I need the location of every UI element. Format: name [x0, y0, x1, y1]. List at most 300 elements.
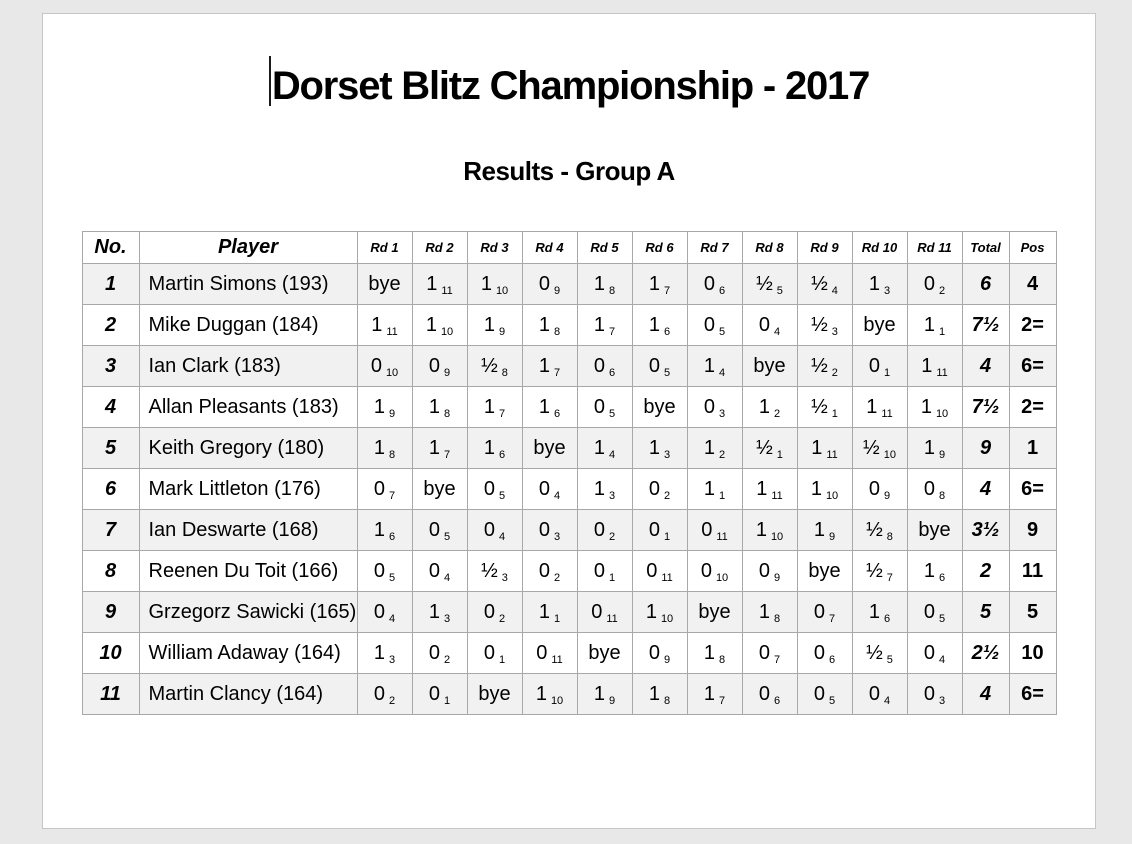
result-opponent-number: 1: [884, 366, 891, 379]
cell-round-result: [357, 305, 412, 346]
result-opponent-number: 3: [939, 694, 946, 707]
table-row: [82, 305, 1056, 346]
cell-round-result: [412, 592, 467, 633]
cell-round-result: [742, 510, 797, 551]
table-body: [82, 264, 1056, 715]
result-score: 1: [483, 436, 495, 459]
cell-player-number: 1: [82, 264, 139, 305]
cell-round-result: [357, 264, 412, 305]
result-score: ½: [811, 395, 828, 418]
result-opponent-number: 1: [939, 325, 946, 338]
result-opponent-number: 9: [609, 694, 616, 707]
cell-round-result: [412, 551, 467, 592]
result-opponent-number: 5: [719, 325, 726, 338]
cell-round-result: [687, 264, 742, 305]
result-score: 0: [648, 354, 660, 377]
cell-round-result: [687, 387, 742, 428]
result-opponent-number: 2: [831, 366, 838, 379]
result-opponent-number: 4: [609, 448, 616, 461]
result-score: ½: [811, 354, 828, 377]
cell-total-score: 2: [962, 551, 1009, 592]
result-opponent-number: 2: [554, 571, 561, 584]
result-opponent-number: 5: [664, 366, 671, 379]
cell-round-result: [852, 510, 907, 551]
result-opponent-number: 6: [719, 284, 726, 297]
result-score: 1: [868, 272, 880, 295]
result-score: 1: [756, 477, 768, 500]
cell-round-result: [632, 551, 687, 592]
result-score: 1: [538, 395, 550, 418]
cell-final-position: 4: [1009, 264, 1056, 305]
cell-round-result: [632, 346, 687, 387]
cell-round-result: [687, 510, 742, 551]
cell-round-result: [577, 346, 632, 387]
cell-round-result: [522, 510, 577, 551]
result-score: 1: [373, 641, 385, 664]
result-score: ½: [863, 436, 880, 459]
cell-round-result: [852, 592, 907, 633]
result-opponent-number: 3: [719, 407, 726, 420]
cell-total-score: 7½: [962, 305, 1009, 346]
cell-round-result: [687, 592, 742, 633]
cell-round-result: [357, 387, 412, 428]
cell-player-name: Martin Simons (193): [139, 264, 357, 305]
result-opponent-number: 9: [884, 489, 891, 502]
result-opponent-number: 3: [884, 284, 891, 297]
result-score: 0: [648, 518, 660, 541]
result-opponent-number: 11: [771, 489, 783, 502]
result-opponent-number: 6: [609, 366, 616, 379]
result-score: 1: [755, 518, 767, 541]
result-score: 0: [538, 559, 550, 582]
table-row: [82, 469, 1056, 510]
result-opponent-number: 2: [444, 653, 451, 666]
cell-round-result: [742, 469, 797, 510]
result-score: 1: [593, 313, 605, 336]
result-score: 0: [923, 641, 935, 664]
result-score: 0: [428, 559, 440, 582]
cell-round-result: [907, 264, 962, 305]
cell-total-score: 3½: [962, 510, 1009, 551]
cell-round-result: [742, 551, 797, 592]
cell-round-result: [797, 264, 852, 305]
cell-round-result: [467, 428, 522, 469]
cell-round-result: [797, 674, 852, 715]
column-header-rd4: Rd 4: [522, 232, 577, 264]
result-opponent-number: 9: [774, 571, 781, 584]
result-score: 1: [758, 600, 770, 623]
result-opponent-number: 1: [719, 489, 726, 502]
result-opponent-number: 2: [939, 284, 946, 297]
cell-round-result: [907, 346, 962, 387]
cell-round-result: [577, 428, 632, 469]
result-opponent-number: 8: [501, 366, 508, 379]
result-opponent-number: 2: [664, 489, 671, 502]
cell-round-result: [632, 510, 687, 551]
result-score: 0: [758, 559, 770, 582]
result-opponent-number: 4: [389, 612, 396, 625]
result-score: 1: [813, 518, 825, 541]
result-opponent-number: 9: [829, 530, 836, 543]
cell-round-result: [632, 633, 687, 674]
result-opponent-number: 10: [935, 407, 949, 420]
document-title: [43, 56, 1095, 109]
result-opponent-number: 10: [550, 694, 564, 707]
result-score: 1: [371, 313, 383, 336]
cell-final-position: 6=: [1009, 346, 1056, 387]
result-score: 1: [923, 436, 935, 459]
result-opponent-number: 7: [774, 653, 781, 666]
result-score: ½: [866, 559, 883, 582]
result-opponent-number: 1: [554, 612, 561, 625]
cell-player-number: 8: [82, 551, 139, 592]
cell-round-result: [412, 346, 467, 387]
result-score: 0: [370, 354, 382, 377]
result-opponent-number: 11: [661, 571, 673, 584]
result-score: 1: [703, 682, 715, 705]
cell-final-position: 2=: [1009, 305, 1056, 346]
result-opponent-number: 7: [719, 694, 726, 707]
cell-final-position: 10: [1009, 633, 1056, 674]
cell-total-score: 4: [962, 674, 1009, 715]
result-opponent-number: 8: [719, 653, 726, 666]
cell-round-result: [687, 346, 742, 387]
result-opponent-number: 1: [831, 407, 838, 420]
cell-round-result: [852, 428, 907, 469]
result-opponent-number: 3: [501, 571, 508, 584]
column-header-rd9: Rd 9: [797, 232, 852, 264]
cell-round-result: [907, 510, 962, 551]
result-score: bye: [808, 559, 841, 582]
result-opponent-number: 11: [606, 612, 618, 625]
result-score: 0: [593, 559, 605, 582]
result-score: 1: [810, 477, 822, 500]
result-score: 1: [703, 641, 715, 664]
result-score: 1: [645, 600, 657, 623]
result-score: 1: [758, 395, 770, 418]
result-score: 0: [703, 395, 715, 418]
cell-player-number: 4: [82, 387, 139, 428]
table-row: [82, 551, 1056, 592]
cell-round-result: [852, 387, 907, 428]
result-score: bye: [918, 518, 951, 541]
result-score: 0: [813, 600, 825, 623]
column-header-rd6: Rd 6: [632, 232, 687, 264]
result-score: 0: [923, 600, 935, 623]
cell-round-result: [852, 346, 907, 387]
cell-round-result: [852, 305, 907, 346]
cell-round-result: [687, 469, 742, 510]
cell-round-result: [467, 469, 522, 510]
result-score: 1: [920, 395, 932, 418]
result-opponent-number: 9: [664, 653, 671, 666]
cell-round-result: [687, 305, 742, 346]
result-score: 0: [373, 477, 385, 500]
result-score: 1: [866, 395, 878, 418]
result-opponent-number: 11: [716, 530, 728, 543]
cell-player-number: 7: [82, 510, 139, 551]
cell-round-result: [357, 551, 412, 592]
cell-round-result: [577, 674, 632, 715]
document-page[interactable]: [42, 13, 1096, 829]
cell-round-result: [907, 469, 962, 510]
result-score: 0: [813, 682, 825, 705]
result-opponent-number: 1: [609, 571, 616, 584]
result-opponent-number: 4: [831, 284, 838, 297]
table-row: [82, 428, 1056, 469]
result-opponent-number: 7: [609, 325, 616, 338]
result-opponent-number: 4: [774, 325, 781, 338]
result-score: 0: [923, 682, 935, 705]
table-row: [82, 592, 1056, 633]
result-score: bye: [423, 477, 456, 500]
result-opponent-number: 5: [389, 571, 396, 584]
cell-round-result: [522, 428, 577, 469]
result-opponent-number: 3: [609, 489, 616, 502]
result-score: bye: [863, 313, 896, 336]
cell-round-result: [742, 264, 797, 305]
result-opponent-number: 4: [939, 653, 946, 666]
cell-round-result: [632, 428, 687, 469]
cell-player-number: 5: [82, 428, 139, 469]
result-opponent-number: 7: [389, 489, 396, 502]
result-score: 0: [758, 641, 770, 664]
cell-round-result: [632, 264, 687, 305]
cell-round-result: [632, 469, 687, 510]
result-opponent-number: 10: [495, 284, 509, 297]
result-score: ½: [811, 313, 828, 336]
result-opponent-number: 10: [715, 571, 729, 584]
result-score: bye: [588, 641, 621, 664]
cell-player-name: Allan Pleasants (183): [139, 387, 357, 428]
cell-round-result: [357, 674, 412, 715]
cell-player-number: 11: [82, 674, 139, 715]
result-opponent-number: 3: [831, 325, 838, 338]
cell-round-result: [797, 633, 852, 674]
result-opponent-number: 10: [440, 325, 454, 338]
result-opponent-number: 2: [389, 694, 396, 707]
result-opponent-number: 10: [770, 530, 784, 543]
cell-player-number: 10: [82, 633, 139, 674]
cell-round-result: [577, 592, 632, 633]
result-score: 0: [536, 641, 548, 664]
result-score: 1: [593, 272, 605, 295]
cell-round-result: [577, 633, 632, 674]
cell-total-score: 2½: [962, 633, 1009, 674]
cell-final-position: 1: [1009, 428, 1056, 469]
cell-round-result: [907, 387, 962, 428]
cell-round-result: [742, 592, 797, 633]
result-opponent-number: 4: [884, 694, 891, 707]
result-score: 1: [425, 313, 437, 336]
cell-round-result: [577, 305, 632, 346]
result-score: 1: [703, 477, 715, 500]
result-score: 0: [648, 641, 660, 664]
cell-round-result: [577, 264, 632, 305]
cell-round-result: [357, 428, 412, 469]
result-opponent-number: 8: [939, 489, 946, 502]
cell-final-position: 6=: [1009, 469, 1056, 510]
result-score: 0: [758, 682, 770, 705]
result-score: 0: [700, 559, 712, 582]
result-opponent-number: 3: [664, 448, 671, 461]
result-score: 0: [813, 641, 825, 664]
document-title-text: Dorset Blitz Championship - 2017: [271, 64, 870, 108]
result-score: 1: [648, 682, 660, 705]
result-score: 0: [483, 600, 495, 623]
result-score: 1: [703, 354, 715, 377]
result-score: bye: [533, 436, 566, 459]
result-score: 0: [428, 682, 440, 705]
cell-round-result: [412, 387, 467, 428]
result-score: 1: [538, 600, 550, 623]
result-score: 0: [923, 477, 935, 500]
result-score: 1: [593, 436, 605, 459]
result-opponent-number: 10: [825, 489, 839, 502]
cell-round-result: [467, 592, 522, 633]
column-header-rd2: Rd 2: [412, 232, 467, 264]
result-score: ½: [481, 559, 498, 582]
cell-round-result: [522, 387, 577, 428]
result-opponent-number: 4: [719, 366, 726, 379]
result-opponent-number: 6: [939, 571, 946, 584]
cell-round-result: [467, 674, 522, 715]
result-score: 0: [701, 518, 713, 541]
result-opponent-number: 4: [444, 571, 451, 584]
result-opponent-number: 8: [444, 407, 451, 420]
result-opponent-number: 7: [886, 571, 893, 584]
cell-round-result: [907, 551, 962, 592]
result-score: 0: [868, 682, 880, 705]
result-opponent-number: 1: [776, 448, 783, 461]
result-opponent-number: 3: [389, 653, 396, 666]
result-score: 0: [593, 518, 605, 541]
result-score: 1: [480, 272, 492, 295]
cell-round-result: [852, 633, 907, 674]
result-score: ½: [866, 641, 883, 664]
cell-round-result: [742, 387, 797, 428]
result-score: 0: [538, 477, 550, 500]
cell-round-result: [797, 305, 852, 346]
cell-round-result: [852, 551, 907, 592]
result-score: 1: [923, 559, 935, 582]
cell-round-result: [797, 551, 852, 592]
result-opponent-number: 5: [829, 694, 836, 707]
result-score: 0: [373, 682, 385, 705]
result-opponent-number: 2: [609, 530, 616, 543]
cell-player-name: Mark Littleton (176): [139, 469, 357, 510]
result-score: 1: [593, 477, 605, 500]
cell-round-result: [467, 264, 522, 305]
result-score: 1: [811, 436, 823, 459]
result-opponent-number: 8: [664, 694, 671, 707]
column-header-player: Player: [139, 232, 357, 264]
cell-round-result: [522, 592, 577, 633]
cell-round-result: [632, 592, 687, 633]
result-opponent-number: 3: [554, 530, 561, 543]
cell-round-result: [357, 469, 412, 510]
cell-player-name: Keith Gregory (180): [139, 428, 357, 469]
cell-round-result: [522, 674, 577, 715]
result-opponent-number: 10: [883, 448, 896, 461]
cell-round-result: [742, 305, 797, 346]
result-opponent-number: 5: [499, 489, 506, 502]
result-opponent-number: 7: [664, 284, 671, 297]
result-opponent-number: 11: [936, 366, 948, 379]
result-score: 1: [373, 518, 385, 541]
result-score: 0: [483, 641, 495, 664]
cell-round-result: [687, 633, 742, 674]
result-score: ½: [481, 354, 498, 377]
result-opponent-number: 6: [774, 694, 781, 707]
result-score: 1: [428, 436, 440, 459]
cell-total-score: 7½: [962, 387, 1009, 428]
result-score: 0: [758, 313, 770, 336]
cell-round-result: [632, 305, 687, 346]
cell-player-name: Grzegorz Sawicki (165): [139, 592, 357, 633]
cell-round-result: [907, 428, 962, 469]
cell-round-result: [742, 428, 797, 469]
result-opponent-number: 8: [554, 325, 561, 338]
result-opponent-number: 7: [829, 612, 836, 625]
cell-player-name: Ian Clark (183): [139, 346, 357, 387]
result-opponent-number: 11: [881, 407, 893, 420]
result-score: 0: [538, 272, 550, 295]
cell-round-result: [522, 346, 577, 387]
result-score: 0: [703, 272, 715, 295]
column-header-pos: Pos: [1009, 232, 1056, 264]
result-score: 0: [428, 518, 440, 541]
result-opponent-number: 6: [389, 530, 396, 543]
cell-final-position: 9: [1009, 510, 1056, 551]
cell-round-result: [467, 346, 522, 387]
result-score: 0: [923, 272, 935, 295]
result-score: 0: [593, 395, 605, 418]
cell-round-result: [907, 633, 962, 674]
cell-final-position: 6=: [1009, 674, 1056, 715]
cell-round-result: [742, 346, 797, 387]
cell-round-result: [852, 674, 907, 715]
cell-round-result: [522, 551, 577, 592]
column-header-rd5: Rd 5: [577, 232, 632, 264]
column-header-rd1: Rd 1: [357, 232, 412, 264]
result-opponent-number: 5: [939, 612, 946, 625]
result-score: bye: [698, 600, 731, 623]
result-opponent-number: 1: [664, 530, 671, 543]
cell-round-result: [357, 592, 412, 633]
result-opponent-number: 9: [554, 284, 561, 297]
result-opponent-number: 11: [826, 448, 838, 461]
cell-round-result: [577, 551, 632, 592]
cell-round-result: [687, 428, 742, 469]
cell-round-result: [632, 674, 687, 715]
result-opponent-number: 11: [441, 284, 453, 297]
cell-round-result: [412, 469, 467, 510]
result-opponent-number: 11: [386, 325, 398, 338]
result-opponent-number: 7: [444, 448, 451, 461]
column-header-rd3: Rd 3: [467, 232, 522, 264]
cell-player-name: William Adaway (164): [139, 633, 357, 674]
cell-total-score: 6: [962, 264, 1009, 305]
result-score: 0: [703, 313, 715, 336]
result-opponent-number: 9: [444, 366, 451, 379]
results-table: [82, 231, 1057, 715]
result-opponent-number: 5: [886, 653, 893, 666]
cell-round-result: [687, 674, 742, 715]
cell-round-result: [907, 592, 962, 633]
cell-round-result: [907, 305, 962, 346]
result-score: 1: [426, 272, 438, 295]
